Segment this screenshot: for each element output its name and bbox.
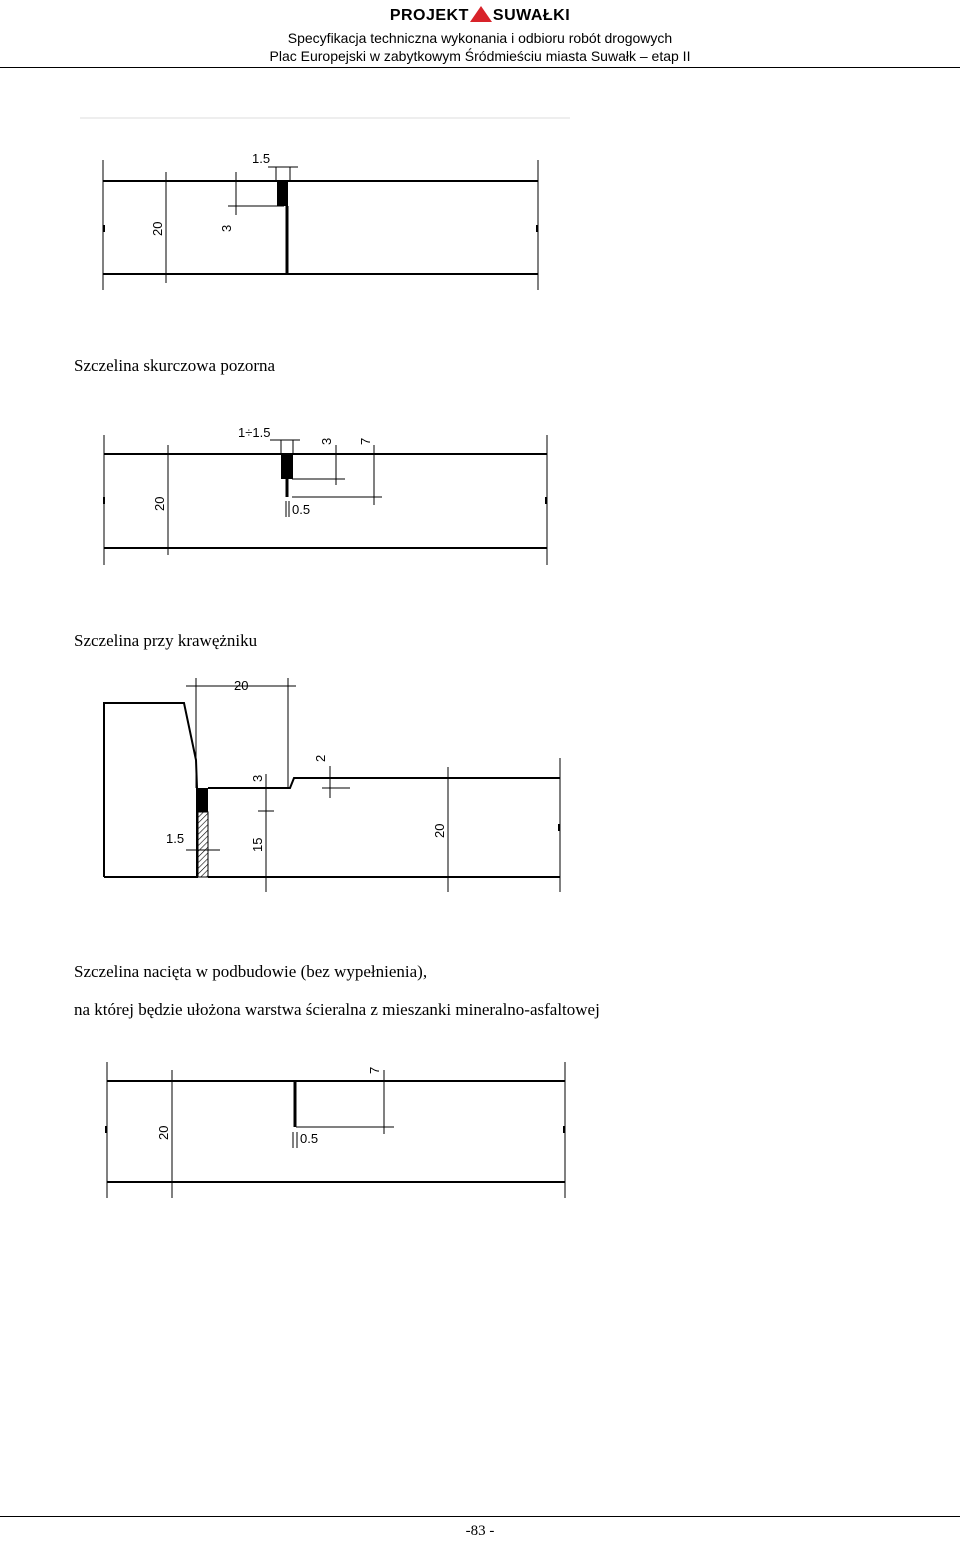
- caption-figure-2: Szczelina przy krawężniku: [74, 631, 258, 650]
- logo-text-right: SUWAŁKI: [492, 7, 571, 24]
- header-divider: [0, 67, 960, 68]
- dim-label-width-top: 1÷1.5: [238, 425, 271, 440]
- dim-label-width-top: 1.5: [252, 151, 271, 166]
- dim-label-total: 20: [432, 823, 447, 838]
- projekt-suwalki-logo: [0, 6, 960, 25]
- page-number: -83 -: [465, 1523, 495, 1539]
- joint-filler: [198, 788, 208, 812]
- scan-rule: [0, 110, 960, 130]
- figure-curb-joint: [0, 415, 960, 575]
- joint-filler: [277, 181, 288, 206]
- caption-figure-3-line1: Szczelina nacięta w podbudowie (bez wypełnienia),: [74, 962, 428, 981]
- joint-filler: [281, 454, 293, 479]
- footer-divider: [0, 1516, 960, 1517]
- hatched-insert: [198, 812, 208, 877]
- caption-figure-1: Szczelina skurczowa pozorna: [74, 356, 276, 375]
- mountain-icon: [470, 6, 492, 22]
- curb-outline: [104, 703, 197, 877]
- page-header: [0, 0, 960, 68]
- header-title-line1: Specyfikacja techniczna wykonania i odbioru robót drogowych: [287, 30, 673, 46]
- header-title-line2: Plac Europejski w zabytkowym Śródmieściu miasta Suwałk – etap II: [269, 48, 691, 64]
- dim-label-total: 20: [150, 221, 165, 236]
- dim-label-step: 2: [313, 754, 328, 762]
- dim-label-gap: 0.5: [292, 502, 311, 517]
- dim-label-lower: 15: [250, 837, 265, 852]
- dim-label-total: 20: [156, 1125, 171, 1140]
- dim-label-depth: 3: [319, 437, 334, 445]
- figure-cut-joint: [0, 1048, 960, 1208]
- dim-label-total: 20: [152, 496, 167, 511]
- figure-shrinkage-joint: [0, 140, 960, 300]
- dim-label-depth: 7: [367, 1066, 382, 1074]
- figure-base-course-joint: [0, 670, 960, 910]
- logo-text-left: PROJEKT: [389, 7, 469, 24]
- dim-label-depth: 3: [219, 224, 234, 232]
- dim-label-fill-width: 1.5: [166, 831, 185, 846]
- dim-label-gap: 0.5: [300, 1131, 319, 1146]
- dim-label-width: 20: [234, 678, 249, 693]
- dim-label-depth2: 7: [358, 437, 373, 445]
- dim-label-depth: 3: [250, 774, 265, 782]
- caption-figure-3-line2: na której będzie ułożona warstwa ścieralna z mieszanki mineralno-asfaltowej: [74, 1000, 600, 1019]
